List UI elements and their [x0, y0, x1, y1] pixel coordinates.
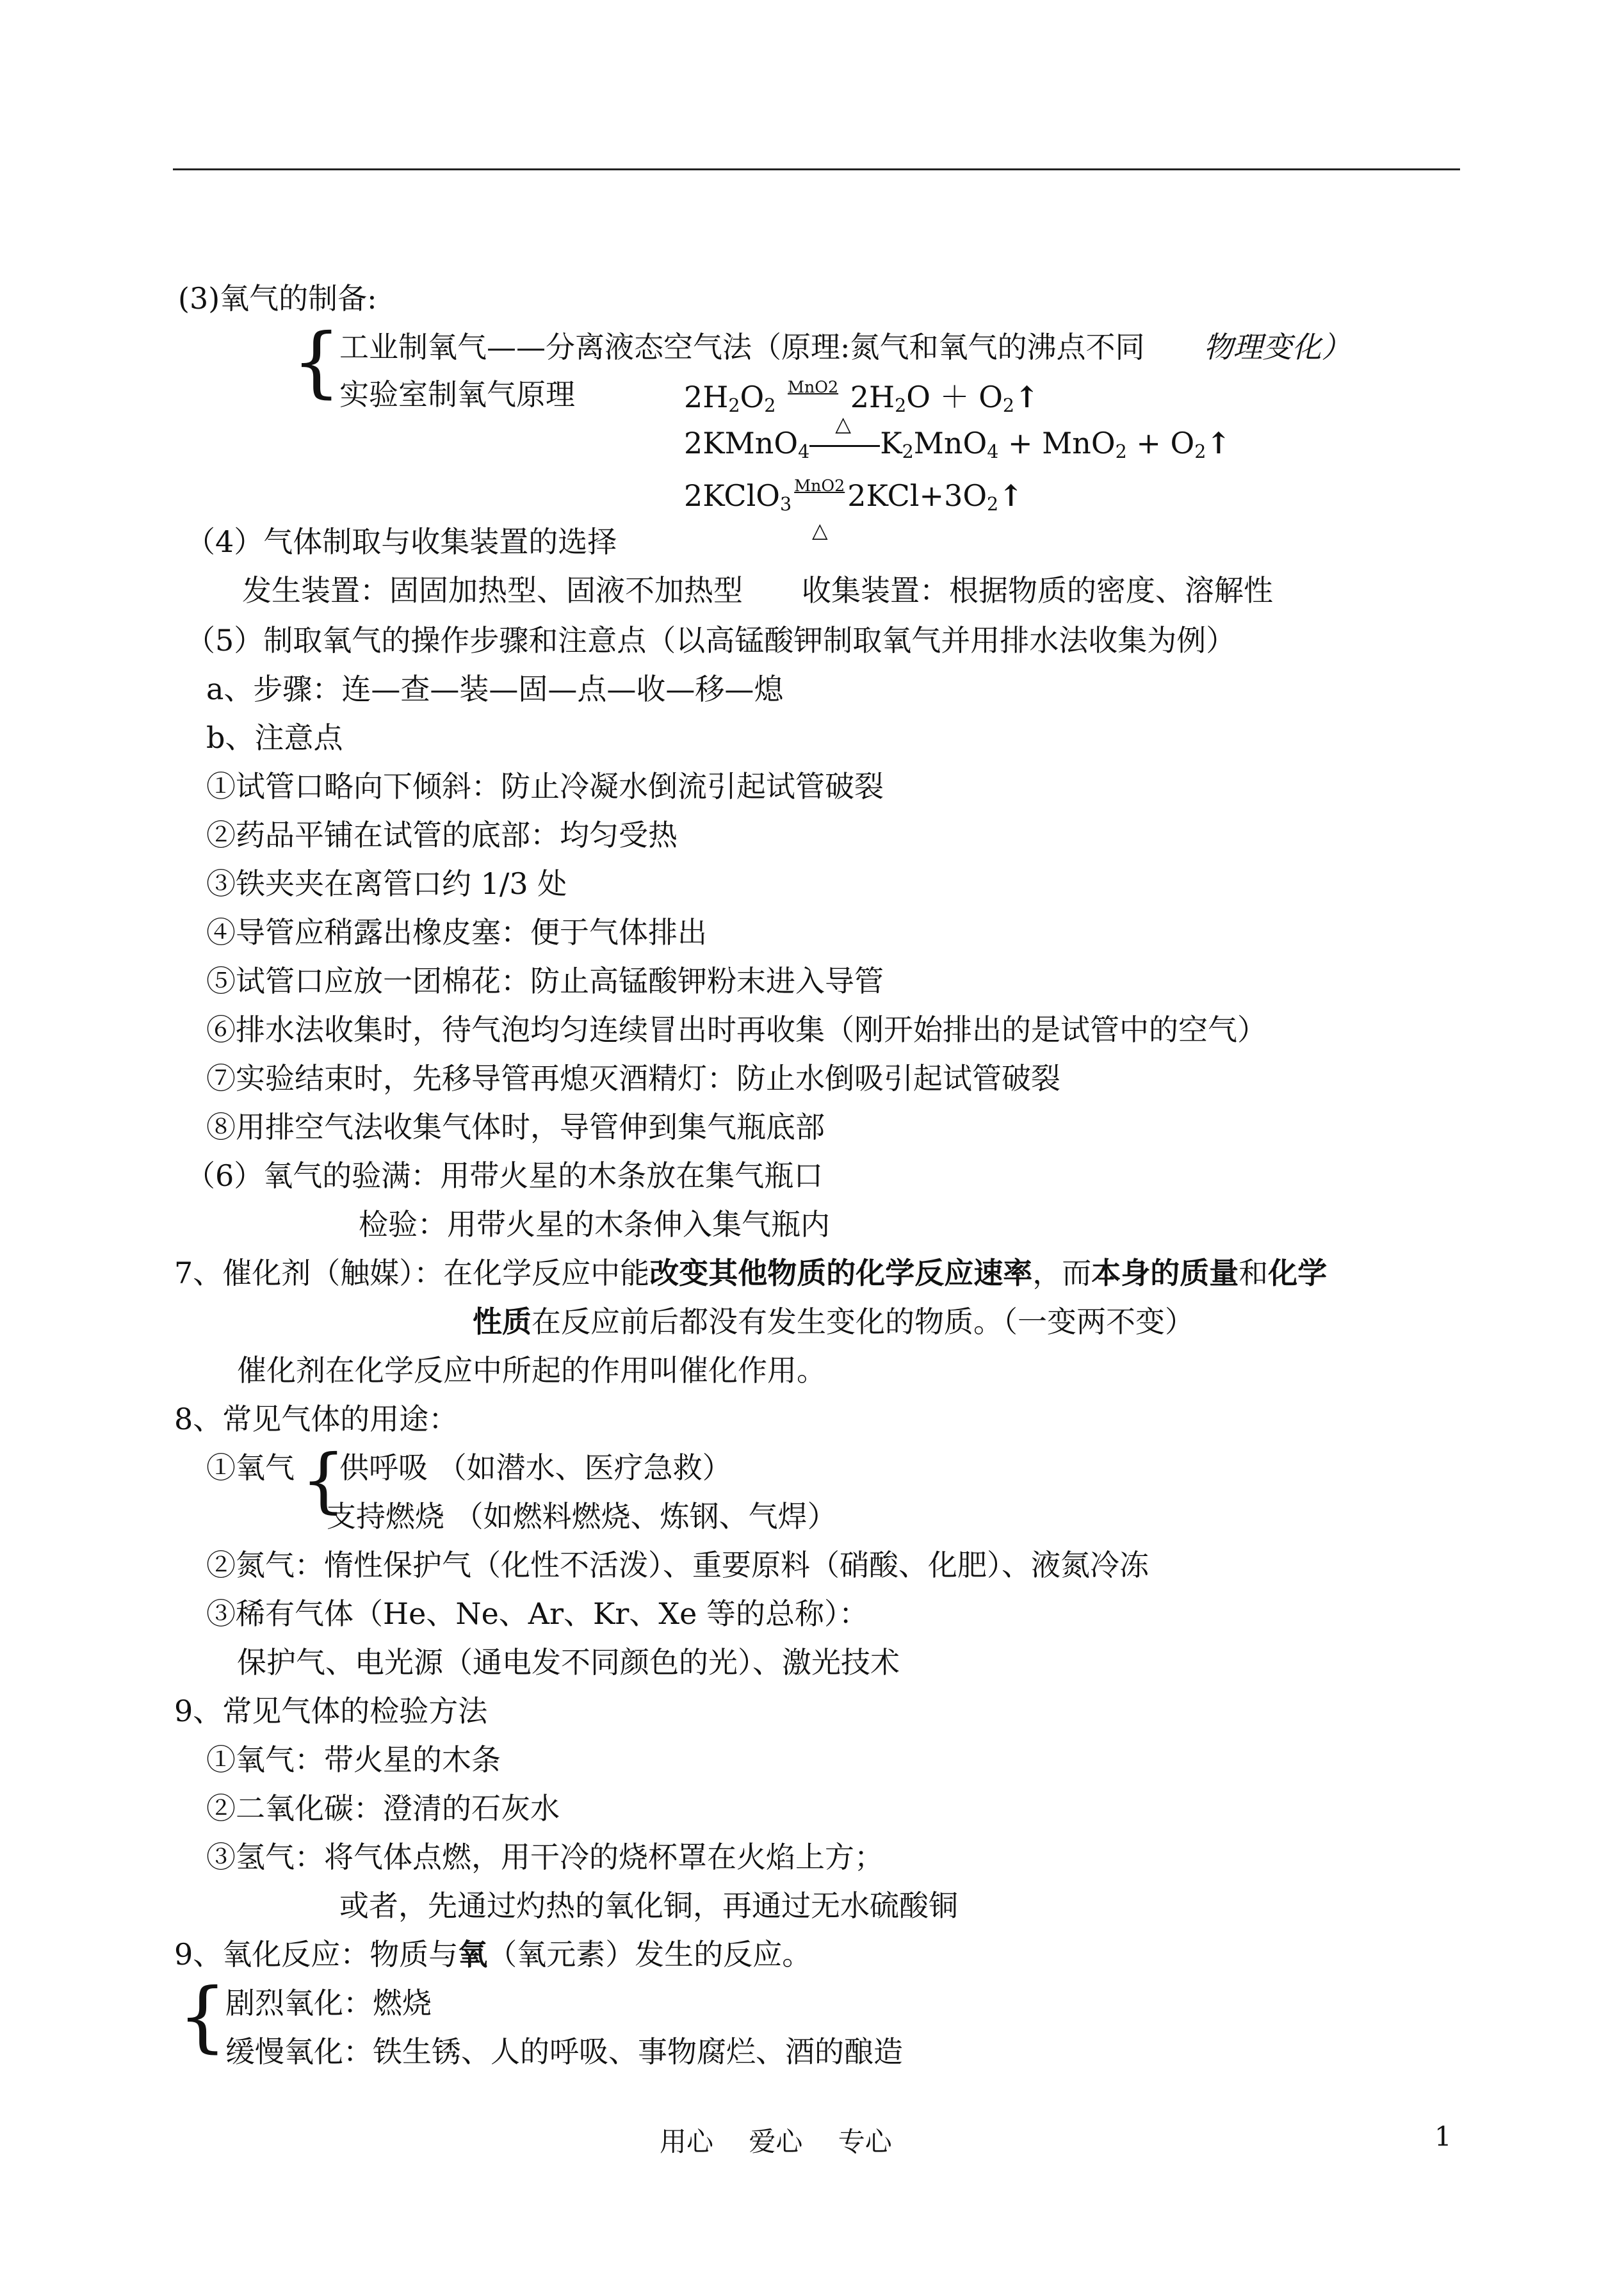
slow-oxidation: 缓慢氧化：铁生锈、人的呼吸、事物腐烂、酒的酿造	[225, 2034, 903, 2069]
industrial-method: 工业制氧气——分离液态空气法（原理:氮气和氧气的沸点不同 物理变化）	[339, 330, 1351, 364]
note-item: ③铁夹夹在离管口约 1/3 处	[206, 866, 567, 901]
section-6-title: （6）氧气的验满：用带火星的木条放在集气瓶口	[186, 1158, 824, 1193]
section-3-title: (3)氧气的制备:	[178, 281, 377, 316]
note-item: ⑥排水法收集时，待气泡均匀连续冒出时再收集（刚开始排出的是试管中的空气）	[206, 1012, 1267, 1047]
note-item: ④导管应稍露出橡皮塞：便于气体排出	[206, 915, 707, 950]
brace-3: {	[292, 318, 341, 407]
test-hydrogen: ③氢气：将气体点燃，用干冷的烧杯罩在火焰上方；	[206, 1840, 884, 1874]
equation-3-heat: △	[812, 518, 828, 542]
test-oxygen: ①氧气：带火星的木条	[206, 1742, 501, 1777]
note-item: ⑦实验结束时，先移导管再熄灭酒精灯：防止水倒吸引起试管破裂	[206, 1061, 1060, 1096]
test-co2: ②二氧化碳：澄清的石灰水	[206, 1791, 560, 1826]
section-8-title: 8、常见气体的用途：	[174, 1402, 459, 1436]
catalyst-definition-cont: 性质在反应前后都没有发生变化的物质。（一变两不变）	[473, 1304, 1194, 1339]
oxygen-label: ①氧气	[206, 1450, 295, 1485]
steps: a、步骤：连—查—装—固—点—收—移—熄	[206, 672, 784, 706]
note-item: ①试管口略向下倾斜：防止冷凝水倒流引起试管破裂	[206, 769, 884, 804]
oxygen-use-b: 支持燃烧 （如燃料燃烧、炼钢、气焊）	[327, 1499, 837, 1534]
footer-motto: 用心 爱心 专心	[660, 2126, 892, 2157]
equation-2: 2KMnO$_4$ △ $K_2MnO_4 + MnO_2$ + $O_2↑$	[684, 412, 1231, 463]
oxygen-check: 检验：用带火星的木条伸入集气瓶内	[359, 1207, 830, 1242]
rare-gas-title: ③稀有气体（He、Ne、Ar、Kr、Xe 等的总称）：	[206, 1596, 868, 1631]
test-hydrogen-alt: 或者，先通过灼热的氧化铜，再通过无水硫酸铜	[339, 1888, 958, 1923]
lab-method-label: 实验室制氧气原理	[339, 377, 575, 412]
apparatus-line: 发生装置：固固加热型、固液不加热型 收集装置：根据物质的密度、溶解性	[242, 573, 1273, 608]
notes-title: b、注意点	[206, 720, 343, 755]
section-5-title: （5）制取氧气的操作步骤和注意点（以高锰酸钾制取氧气并用排水法收集为例）	[186, 623, 1236, 658]
brace-8: {	[301, 1439, 346, 1521]
section-9-title: 9、常见气体的检验方法	[174, 1694, 488, 1728]
nitrogen-use: ②氮气：惰性保护气（化性不活泼）、重要原料（硝酸、化肥）、液氮冷冻	[206, 1548, 1149, 1582]
note-item: ⑧用排空气法收集气体时，导管伸到集气瓶底部	[206, 1110, 825, 1144]
equation-3: $2KClO_3MnO22KCl+3O_2↑$	[684, 476, 1023, 515]
section-4-title: （4）气体制取与收集装置的选择	[186, 524, 617, 559]
oxidation-definition: 9、氧化反应：物质与氧（氧元素）发生的反应。	[174, 1937, 812, 1972]
equation-1: $2H_2O_2$ MnO2 $2H_2O$ ＋ $O_2↑$	[684, 378, 1039, 416]
note-item: ②药品平铺在试管的底部：均匀受热	[206, 818, 678, 852]
rare-gas-use: 保护气、电光源（通电发不同颜色的光）、激光技术	[237, 1645, 900, 1680]
catalyst-definition: 7、催化剂（触媒）：在化学反应中能改变其他物质的化学反应速率，而本身的质量和化学	[174, 1256, 1328, 1290]
rapid-oxidation: 剧烈氧化：燃烧	[225, 1986, 432, 2020]
header-rule	[173, 168, 1460, 170]
note-item: ⑤试管口应放一团棉花：防止高锰酸钾粉末进入导管	[206, 964, 884, 998]
page-number: 1	[1434, 2121, 1452, 2152]
oxygen-use-a: 供呼吸 （如潜水、医疗急救）	[339, 1450, 732, 1485]
catalysis-note: 催化剂在化学反应中所起的作用叫催化作用。	[237, 1353, 826, 1388]
brace-oxidation: {	[178, 1972, 227, 2061]
